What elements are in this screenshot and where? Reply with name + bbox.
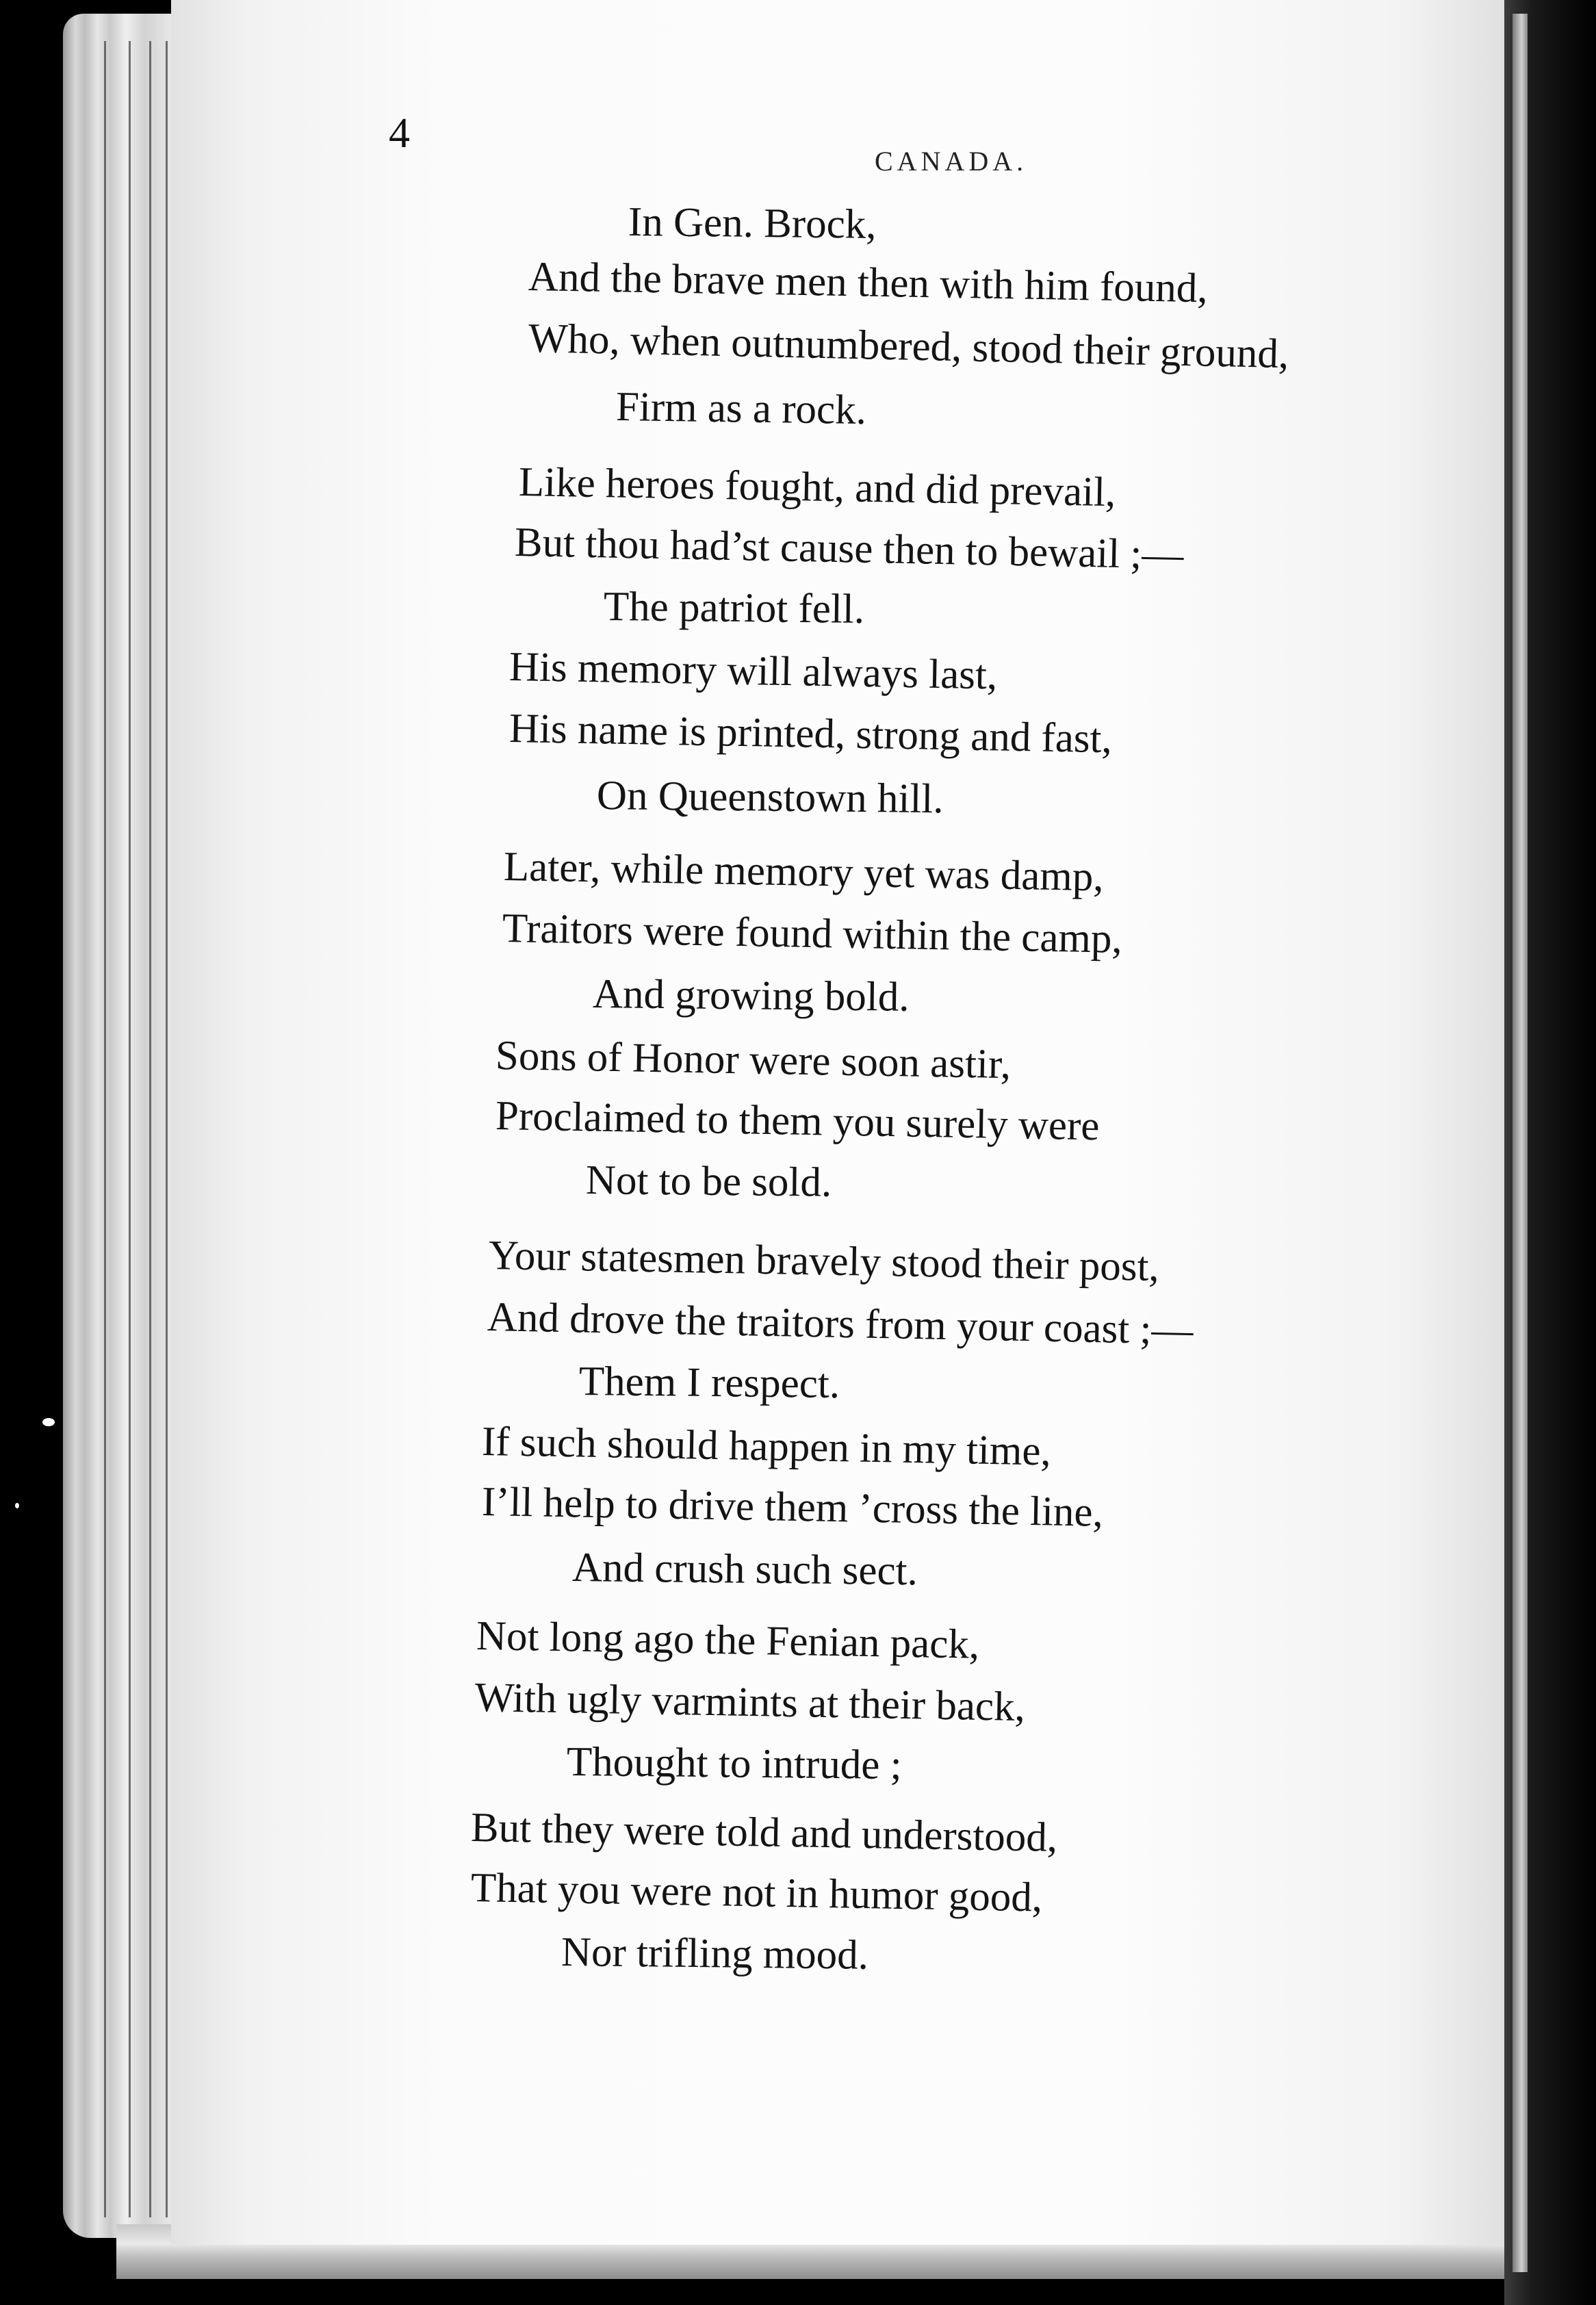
poem-line: Your statesmen bravely stood their post,	[488, 1233, 1160, 1291]
poem-line: Not to be sold.	[585, 1157, 832, 1206]
poem-line: Not long ago the Fenian pack,	[476, 1613, 980, 1668]
poem-line: Them I respect.	[578, 1358, 840, 1407]
poem-line: And drove the traitors from your coast ;—	[487, 1294, 1194, 1354]
poem-line: In Gen. Brock,	[628, 199, 877, 248]
poem-line: Who, when outnumbered, stood their ground,	[528, 316, 1289, 378]
poem-line: Like heroes fought, and did prevail,	[518, 459, 1116, 516]
poem-line: That you were not in humor good,	[470, 1865, 1043, 1921]
poem-line: His memory will always last,	[509, 644, 998, 699]
poem-line: Sons of Honor were soon astir,	[495, 1033, 1012, 1088]
poem-line: Nor trifling mood.	[561, 1929, 869, 1979]
poem-line: Firm as a rock.	[615, 384, 867, 434]
poem-line: Thought to intrude ;	[566, 1739, 902, 1789]
poem-line: And growing bold.	[592, 971, 910, 1020]
poem-line: The patriot fell.	[603, 584, 865, 632]
poem-line: With ugly varmints at their back,	[474, 1675, 1026, 1731]
poem-line: And crush such sect.	[571, 1545, 918, 1595]
page-number: 4	[389, 110, 410, 157]
poem-line: And the brave men then with him found,	[528, 254, 1209, 312]
running-head: CANADA.	[875, 146, 1028, 177]
poem-line: His name is printed, strong and fast,	[509, 706, 1113, 762]
poem-line: But they were told and understood,	[470, 1805, 1058, 1861]
poem-line: If such should happen in my time,	[481, 1419, 1052, 1475]
poem-line: Later, while memory yet was damp,	[503, 844, 1105, 901]
poem-line: Proclaimed to them you surely were	[495, 1093, 1101, 1150]
poem-line: Traitors were found within the camp,	[502, 905, 1123, 962]
poem-line: I’ll help to drive them ’cross the line,	[481, 1479, 1104, 1536]
poem-line: But thou had’st cause then to bewail ;—	[514, 519, 1185, 578]
poem-line: On Queenstown hill.	[596, 773, 944, 823]
